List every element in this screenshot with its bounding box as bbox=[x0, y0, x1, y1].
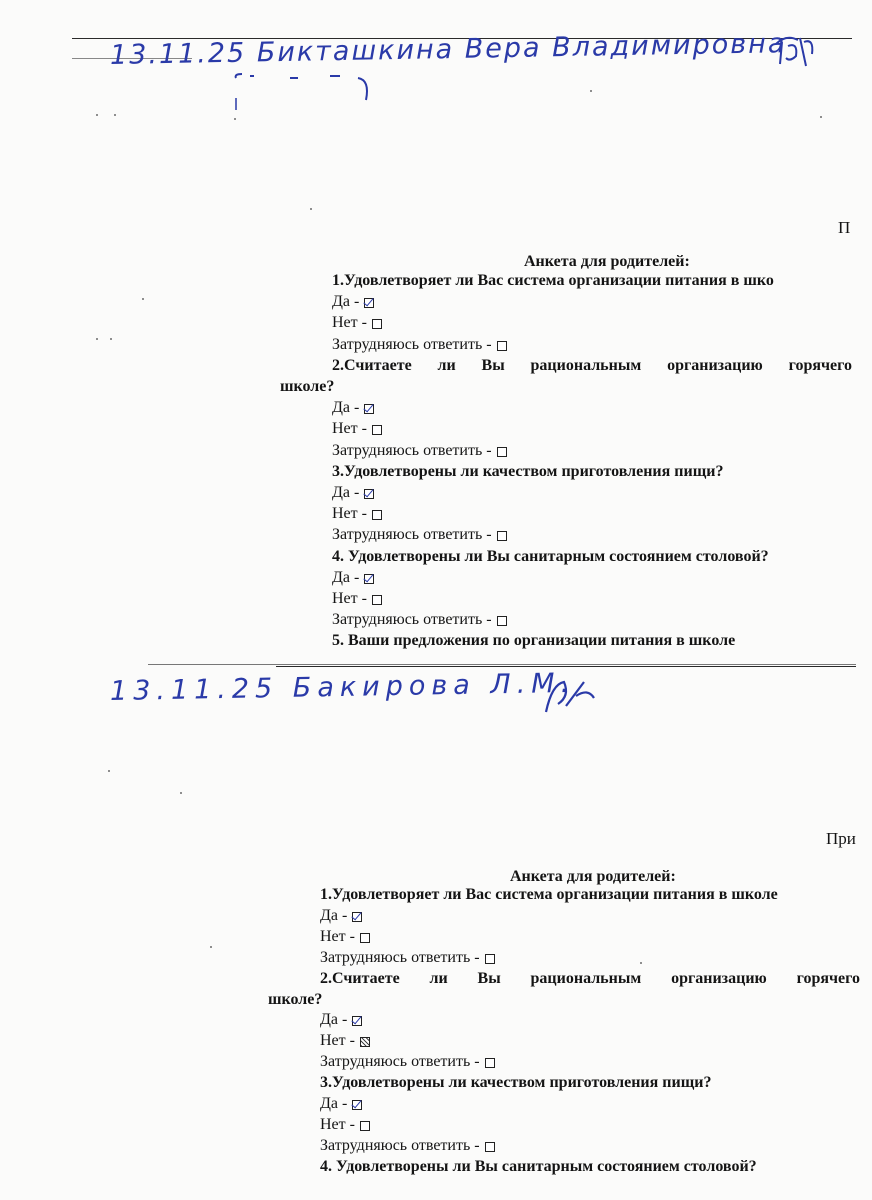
question-text: 1.Удовлетворяет ли Вас система организации питания в школе bbox=[320, 886, 778, 903]
checked-checkbox-icon bbox=[364, 489, 374, 499]
scan-speck bbox=[114, 114, 116, 116]
answer-option bbox=[320, 1032, 370, 1050]
checked-checkbox-icon bbox=[352, 1016, 362, 1026]
answer-option bbox=[320, 907, 362, 925]
checkbox-icon bbox=[485, 1058, 495, 1068]
answer-label: Нет - bbox=[320, 1115, 355, 1133]
answer-label: Затрудняюсь ответить - bbox=[332, 611, 492, 629]
checked-checkbox-icon bbox=[352, 912, 362, 922]
answer-option bbox=[320, 1116, 370, 1134]
answer-option bbox=[332, 526, 507, 544]
answer-label: Затрудняюсь ответить - bbox=[320, 1136, 480, 1154]
checked-checkbox-icon bbox=[364, 298, 374, 308]
answer-option bbox=[332, 420, 382, 438]
answer-label: Да - bbox=[332, 399, 360, 417]
question-text: 2.Считаете ли Вы рациональным организацию горячего bbox=[320, 969, 860, 987]
question-text: 3.Удовлетворены ли качеством приготовления пищи? bbox=[320, 1074, 712, 1092]
answer-option bbox=[332, 611, 507, 629]
scan-speck bbox=[108, 770, 110, 772]
answer-option bbox=[332, 590, 382, 608]
scan-speck bbox=[142, 298, 144, 300]
answer-label: Нет - bbox=[332, 505, 367, 523]
divider-line-1a bbox=[148, 664, 856, 665]
scan-speck bbox=[640, 962, 642, 964]
answer-option bbox=[332, 505, 382, 523]
question-text: 5. Ваши предложения по организации питания в школе bbox=[332, 632, 736, 650]
checked-checkbox-icon bbox=[364, 404, 374, 414]
answer-option bbox=[320, 1053, 495, 1071]
handwritten-scribble-top bbox=[230, 70, 380, 115]
question-text: 4. Удовлетворены ли Вы санитарным состоянием столовой? bbox=[320, 1157, 757, 1175]
answer-label: Затрудняюсь ответить - bbox=[332, 526, 492, 544]
checked-checkbox-icon bbox=[352, 1100, 362, 1110]
scan-speck bbox=[110, 338, 112, 340]
answer-option bbox=[332, 293, 374, 311]
checkbox-icon bbox=[372, 510, 382, 520]
signature-top bbox=[768, 30, 828, 75]
checkbox-icon bbox=[372, 595, 382, 605]
scan-speck bbox=[96, 338, 98, 340]
checkbox-icon bbox=[372, 425, 382, 435]
checked-checkbox-icon bbox=[364, 574, 374, 584]
answer-label: Затрудняюсь ответить - bbox=[332, 441, 492, 459]
survey-title: Анкета для родителей: bbox=[510, 868, 676, 885]
scan-speck bbox=[180, 792, 182, 794]
signature-bottom bbox=[536, 676, 606, 721]
answer-label: Нет - bbox=[332, 420, 367, 438]
corner-text-top: П bbox=[838, 218, 851, 237]
checkbox-icon bbox=[497, 341, 507, 351]
scan-speck bbox=[96, 114, 98, 116]
checkbox-icon bbox=[360, 1121, 370, 1131]
question-continuation: школе? bbox=[268, 990, 323, 1008]
checkbox-icon bbox=[372, 319, 382, 329]
question-text: 1.Удовлетворяет ли Вас система организации питания в шко bbox=[332, 272, 774, 289]
answer-option bbox=[320, 949, 495, 967]
answer-option bbox=[320, 1137, 495, 1155]
handwritten-entry-top: 13.11.25 Бикташкина Вера Владимировна bbox=[109, 28, 787, 71]
answer-label: Нет - bbox=[332, 314, 367, 332]
checkbox-icon bbox=[360, 933, 370, 943]
checkbox-icon bbox=[497, 447, 507, 457]
answer-option bbox=[320, 1095, 362, 1113]
scan-speck bbox=[590, 90, 592, 92]
checkbox-icon bbox=[497, 531, 507, 541]
question-text: 4. Удовлетворены ли Вы санитарным состоянием столовой? bbox=[332, 547, 769, 565]
answer-label: Да - bbox=[332, 293, 360, 311]
checkbox-icon bbox=[497, 616, 507, 626]
answer-label: Да - bbox=[320, 1011, 348, 1029]
answer-option bbox=[332, 569, 374, 587]
answer-label: Нет - bbox=[332, 590, 367, 607]
checkbox-icon bbox=[485, 954, 495, 964]
answer-label: Нет - bbox=[320, 927, 355, 945]
answer-option bbox=[320, 1011, 362, 1029]
corner-text-bottom: При bbox=[826, 829, 856, 848]
scan-speck bbox=[234, 118, 236, 120]
answer-option bbox=[332, 442, 507, 460]
question-continuation: школе? bbox=[280, 378, 335, 395]
question-text: 2.Считаете ли Вы рациональным организацию горячего bbox=[332, 356, 852, 374]
answer-option bbox=[332, 484, 374, 502]
answer-label: Да - bbox=[332, 568, 360, 586]
scan-speck bbox=[310, 208, 312, 210]
scan-speck bbox=[210, 946, 212, 948]
answer-option bbox=[332, 314, 382, 332]
handwritten-entry-bottom: 13.11.25 Бакирова Л.М. bbox=[109, 667, 576, 707]
answer-label: Нет - bbox=[320, 1032, 355, 1050]
answer-label: Затрудняюсь ответить - bbox=[332, 335, 492, 353]
checkbox-icon bbox=[485, 1142, 495, 1152]
answer-label: Да - bbox=[320, 1095, 348, 1112]
scan-speck bbox=[820, 116, 822, 118]
answer-label: Затрудняюсь ответить - bbox=[320, 948, 480, 966]
answer-label: Да - bbox=[320, 906, 348, 924]
answer-option bbox=[332, 336, 507, 354]
checkbox-icon bbox=[360, 1037, 370, 1047]
question-text: 3.Удовлетворены ли качеством приготовления пищи? bbox=[332, 462, 724, 480]
answer-label: Затрудняюсь ответить - bbox=[320, 1053, 480, 1071]
answer-option bbox=[332, 399, 374, 417]
divider-line-1b bbox=[276, 666, 856, 667]
answer-option bbox=[320, 928, 370, 946]
answer-label: Да - bbox=[332, 484, 360, 501]
survey-title: Анкета для родителей: bbox=[524, 253, 690, 270]
